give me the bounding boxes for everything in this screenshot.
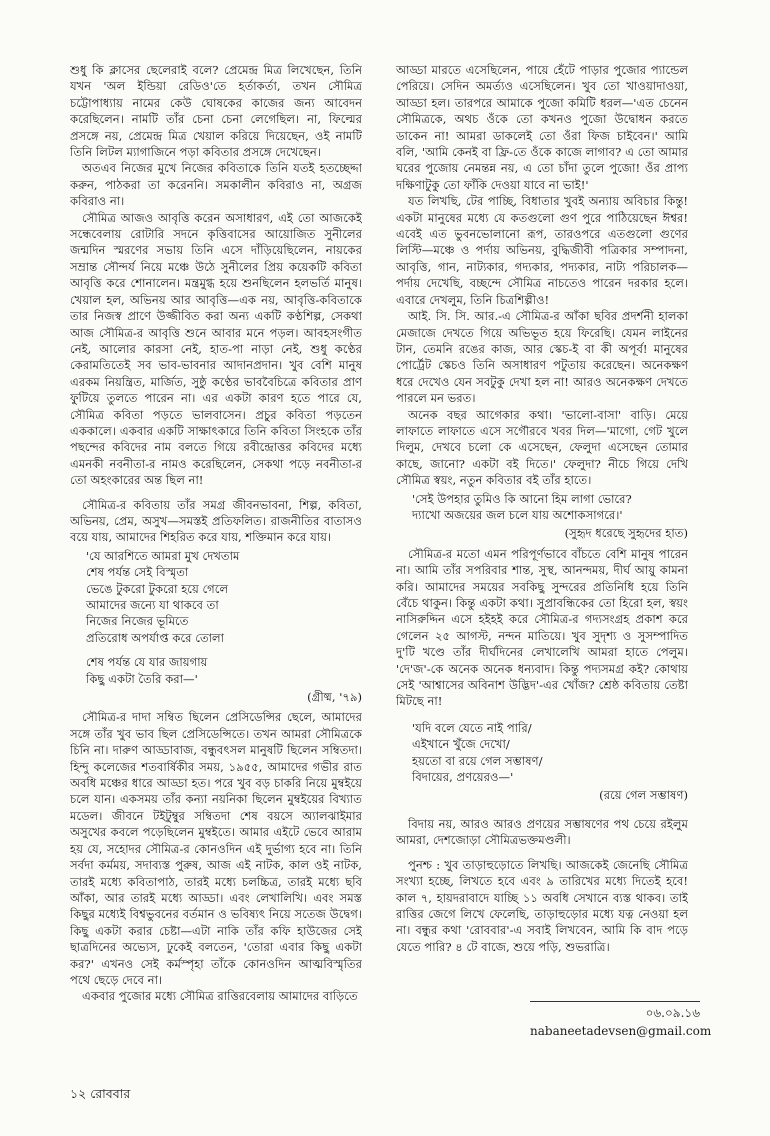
paragraph: সৌমিত্র আজও আবৃত্তি করেন অসাধারণ, এই তো আজকেই সন্ধেবেলায় রোটারি সদনে কৃত্তিবাসের আয়োজিত সুনীলের জন্মদিন স্মরণের সভায় তিনি এসে দাঁড়িয়েছিলেন, নায়কের সম্রান্ত সৌন্দর্য নিয়ে মঞ্চে উঠে সুনীলের প্রিয় কয়েকটি কবিতা আবৃত্তি করে শোনালেন। মন্ত্রমুগ্ধ হয়ে শুনছিলেন হলভর্তি মানুষ। খেয়াল হল, অভিনয় আর আবৃত্তি—এক নয়, আবৃত্তি-কবিতাকে তার নিজস্ব প্রাণে উজ্জীবিত করা অন্য একটি কণ্ঠশিল্প, সেকথা আজ সৌমিত্র-র আবৃত্তি শুনে আবার মনে পড়ল। আবহসংগীত নেই, আলোর কারসা নেই, হাত-পা নাড়া নেই, শুধু কণ্ঠের কেরামতিতেই সব ভাব-ভাবনার আদানপ্রদান। খুব বেশি মানুষ এরকম নিয়ন্ত্রিত, মার্জিত, সুষ্ঠু কণ্ঠের ভাববৈচিত্রে কবিতার প্রাণ ফুটিয়ে তুলতে পারেন না। এর একটা কারণ হতে পারে যে, সৌমিত্র কবিতা পড়তে ভালবাসেন। প্রচুর কবিতা পড়তেন এককালে। একবার একটি সাক্ষাৎকারে তিনি কবিতা সিংহকে তাঁর পছন্দের কবিদের নাম বলতে গিয়ে রবীন্দ্রোত্তর কবিদের মধ্যে এমনকী নবনীতা-র নামও করেছিলেন, সেকথা পড়ে নবনীতা-র তো অহংকারের অন্ত ছিল না! [70,210,362,488]
signoff-date: ০৬.০৯.১৬ [645,1006,700,1020]
poem-excerpt [412,491,688,524]
paragraph: অতএব নিজের মুখে নিজের কবিতাকে তিনি যতই হতচ্ছেদ্দা করুন, পাঠকরা তা করেননি। সমকালীন কবিরাও না, অগ্রজ কবিরাও না। [70,161,362,209]
poem-attribution: (গ্রীষ্ম, '৭৯) [307,690,362,705]
poem-line: কিছু একটা তৈরি করা—' [86,671,198,686]
poem-attribution: (সুহৃদ ধরেছে সুহৃদের হাত) [564,526,688,541]
left-column [70,62,362,1074]
poem-line: আমাদের জন্যে যা থাকবে তা [86,598,219,612]
poem-line: 'যে আরশিতে আমরা মুখ দেখতাম [86,548,240,563]
poem-excerpt [412,720,688,786]
page-footer: ১২ রোববার [70,1086,131,1101]
author-email: nabaneetadevsen@gmail.com [530,1024,712,1038]
right-column [396,62,688,1030]
paragraph: আই. সি. সি. আর.-এ সৌমিত্র-র আঁকা ছবির প্রদর্শনী হালকা মেজাজে দেখতে গিয়ে অভিভূত হয়ে ফিরেছি। যেমন লাইনের টান, তেমনি রঙের কাজ, আর স্কেচ-ই বা কী অপূর্ব! মানুষের পোর্ট্রেট স্কেচও তিনি অসাধারণ পটুতায় করেছেন। অনেকক্ষণ ধরে দেখেও যেন সবটুকু দেখা হল না! আরও অনেকক্ষণ দেখতে পারলে মন ভরত। [396,309,688,406]
paragraph: আড্ডা মারতে এসেছিলেন, পায়ে হেঁটে পাড়ার পুজোর প্যান্ডেল পেরিয়ে। সেদিন অমর্ত্যও এসেছিলেন। খুব তো খাওয়াদাওয়া, আড্ডা হল। তারপরে আমাকে পুজো কমিটি ধরল—'এত চেনেন সৌমিত্রকে, অথচ ওঁকে তো কখনও পুজো উদ্বোধন করতে ডাকেন না! আমরা ডাকলেই তো ওঁরা ফিজ চাইবেন।' আমি বলি, 'আমি কেনই বা ফ্রি-তে ওঁকে কাজে লাগাব? এ তো আমার ঘরের পুজোয় নেমন্তন্ন নয়, এ তো চাঁদা তুলে পুজো! ওঁর প্রাপ্য দক্ষিণাটুকু তো ফাঁকি দেওয়া যাবে না ভাই!' [396,63,688,192]
poem-attribution: (রয়ে গেল সম্ভাষণ) [599,788,688,803]
poem-line: নিজের নিজের ভূমিতে [86,614,189,629]
paragraph: যত লিখছি, টের পাচ্ছি, বিধাতার খুবই অন্যায় অবিচার কিন্তু! একটা মানুষের মধ্যে যে কতগুলো গুণ পুরে পাঠিয়েছেন ঈশ্বর! এবেই এত ভুবনভোলানো রূপ, তারওপরে এতগুলো গুণের লিস্টি—মঞ্চে ও পর্দায় অভিনয়, বুদ্ধিজীবী পত্রিকার সম্পাদনা, আবৃত্তি, গান, নাট্যকার, গদ্যকার, পদ্যকার, নাট্য পরিচালক—পর্দায় দেখেছি, বচ্ছন্দে সৌমিত্র নাচতেও পারেন দরকার হলে। এবারে দেখলুম, তিনি চিত্রশিল্পীও! [396,194,688,307]
poem-line: 'সেই উপহার তুমিও কি আনো হিম লাগা ভোরে? [412,491,632,506]
paragraph: সৌমিত্র-র কবিতায় তাঁর সমগ্র জীবনভাবনা, শিল্প, কবিতা, অভিনয়, প্রেম, অসুখ—সমস্তই প্রতিফলিত। রাজনীতির বাতাসও বয়ে যায়, আমাদের শিহরিত করে যায়, শক্তিমান করে যায়। [70,497,362,545]
poem-line: শেষ পর্যন্ত যে যার জায়গায় [86,655,208,670]
poem-line: প্রতিরোধ অপর্যাপ্ত করে তোলা [86,630,225,645]
postscript: পুনশ্চ : খুব তাড়াহুড়োতে লিখছি। আজকেই জেনেছি সৌমিত্র সংখ্যা হচ্ছে, লিখতে হবে এবং ৯ তারিখের মধ্যে দিতেই হবে! কাল ৭, হায়দরাবাদে যাচ্ছি ১১ অবধি সেখানে ব্যস্ত থাকব। তাই রাত্তির জেগে লিখে ফেলেছি, তাড়াহুড়োর মধ্যে যত্ন নেওয়া হল না। বন্ধুর কথা 'রোববার'-এ সবাই লিখবেন, আমি কি বাদ পড়ে যেতে পারি? ৪ টে বাজে, শুয়ে পড়ি, শুভরাত্রি। [396,857,688,954]
poem-excerpt [86,548,362,687]
paragraph: সৌমিত্র-র মতো এমন পরিপূর্ণভাবে বাঁচতে বেশি মানুষ পারেন না। আমি তাঁর সপরিবার শান্ত, সুস্থ, আনন্দময়, দীর্ঘ আয়ু কামনা করি। আমাদের সময়ের সবকিছু সুন্দরের প্রতিনিধি হয়ে তিনি বেঁচে থাকুন। কিন্তু একটা কথা। সুপ্রাবন্ধিকের তো হিরো হল, স্বয়ং নাসিরুদ্দিন এসে হইহই করে সৌমিত্র-র গদ্যসংগ্রহ প্রকাশ করে গেলেন ২৫ আগস্ট, নন্দন মাতিয়ে। খুব সুদৃশ্য ও সুসম্পাদিত দু'টি খণ্ডে তাঁর দীর্ঘদিনের লেখালেখি আমরা হাতে পেলুম। 'দে'জ'-কে অনেক অনেক ধন্যবাদ। কিন্তু পদ্যসমগ্র কই? কোথায় সেই 'আশ্বাসের অবিনাশ উদ্ভিদ'-এর খোঁজ? শ্রেষ্ঠ কবিতায় তেষ্টা মিটছে না! [396,546,688,709]
paragraph: একবার পুজোর মধ্যে সৌমিত্র রাত্তিরবেলায় আমাদের বাড়িতে [82,989,358,1004]
poem-line: 'যদি বলে যেতে নাই পারি/ [412,720,532,735]
signoff [530,1001,712,1040]
poem-line: এইখানে খুঁজে দেখো/ [412,737,510,752]
divider [530,1001,700,1002]
paragraph: অনেক বছর আগেকার কথা। 'ভালো-বাসা' বাড়ি। মেয়ে লাফাতে লাফাতে এসে সগৌরবে খবর দিল—'মাগো, গেট খুলে দিলুম, দেখবে চলো কে এসেছেন, ফেলুদা এসেছেন তোমার কাছে, জানো? একটা বই দিতে।' ফেলুদা? নীচে গিয়ে দেখি সৌমিত্র স্বয়ং, নতুন কবিতার বই তাঁর হাতে। [396,407,688,488]
poem-line: ভেঙে টুকরো টুকরো হয়ে গেলে [86,581,229,596]
paragraph: সৌমিত্র-র দাদা সম্বিত ছিলেন প্রেসিডেন্সির ছেলে, আমাদের সঙ্গে তাঁর খুব ভাব ছিল প্রেসিডেন্সিতে। তখন আমরা সৌমিত্রকে চিনি না। দারুণ আড্ডাবাজ, বন্ধুবৎসল মানুষটি ছিলেন সম্বিতদা। হিন্দু কলেজের শতবার্ষিকীর সময়, ১৯৫৫, আমাদের গভীর রাত অবধি মঞ্চের ধারে আড্ডা হত। পরে খুব বড় চাকরি নিয়ে মুম্বইয়ে চলে যান। একসময় তাঁর কন্যা নয়নিকা ছিলেন মুম্বইয়ের বিখ্যাত মডেল। জীবনে টইটুম্বুর সম্বিতদা শেষ বয়সে অ্যালঝাইমার অসুখের কবলে পড়েছিলেন মুম্বইতে। আমার এইটে ভেবে আরাম হয় যে, সহোদর সৌমিত্র-র কোনওদিন এই দুর্ভাগ্য হবে না। তিনি সর্বদা কর্মময়, সদাব্যস্ত পুরুষ, আজ এই নাটক, কাল ওই নাটক, তারই মধ্যে কবিতাপাঠ, তারই মধ্যে চলচ্চিত্র, তারই মধ্যে ছবি আঁকা, আর তারই মধ্যে আড্ডা। এবং লেখালিখি। এবং সমস্ত কিছুর মধ্যেই বিশ্বভুবনের বর্তমান ও ভবিষ্যৎ নিয়ে সতেজ উদ্বেগ। কিছু একটা করার চেষ্টা—এটা নাকি তাঁর কফি হাউজের সেই ছাত্রদিনের অভ্যেস, ঢুকেই বলতেন, 'তোরা এবার কিছু একটা কর?' এখনও সেই কর্মস্পৃহা তাঁকে কোনওদিন আত্মবিস্মৃতির পথে ছেড়ে দেবে না। [70,710,362,987]
paragraph: শুধু কি ক্লাসের ছেলেরাই বলে? প্রেমেন্দ্র মিত্র লিখেছেন, তিনি যখন 'অল ইন্ডিয়া রেডিও'তে হর্তাকর্তা, তখন সৌমিত্র চট্টোপাধ্যায় নামের কেউ ঘোষকের কাজের জন্য আবেদন করেছিলেন। নামটি তাঁর চেনা চেনা লেগেছিল। না, ফিল্মের প্রসঙ্গে নয়, প্রেমেন্দ্র মিত্র খেয়াল করিয়ে দিয়েছেন, ওই নামটি তিনি লিটল ম্যাগাজিনে পড়া কবিতার প্রসঙ্গে দেখেছেন। [70,63,362,160]
paragraph: বিদায় নয়, আরও আরও প্রণয়ের সম্ভাষণের পথ চেয়ে রইলুম আমরা, দেশজোড়া সৌমিত্রভক্তমণ্ডলী। [396,816,688,848]
poem-line: হয়তো বা রয়ে গেল সম্ভাষণ/ [412,753,543,768]
poem-line: শেষ পর্যন্ত সেই বিস্মৃতা [86,565,189,580]
poem-line: দ্যাখো অজয়ের জল চলে যায় অশোকসাগরে।' [412,507,623,522]
poem-line: বিদায়ের, প্রণয়েরও—' [412,770,514,785]
